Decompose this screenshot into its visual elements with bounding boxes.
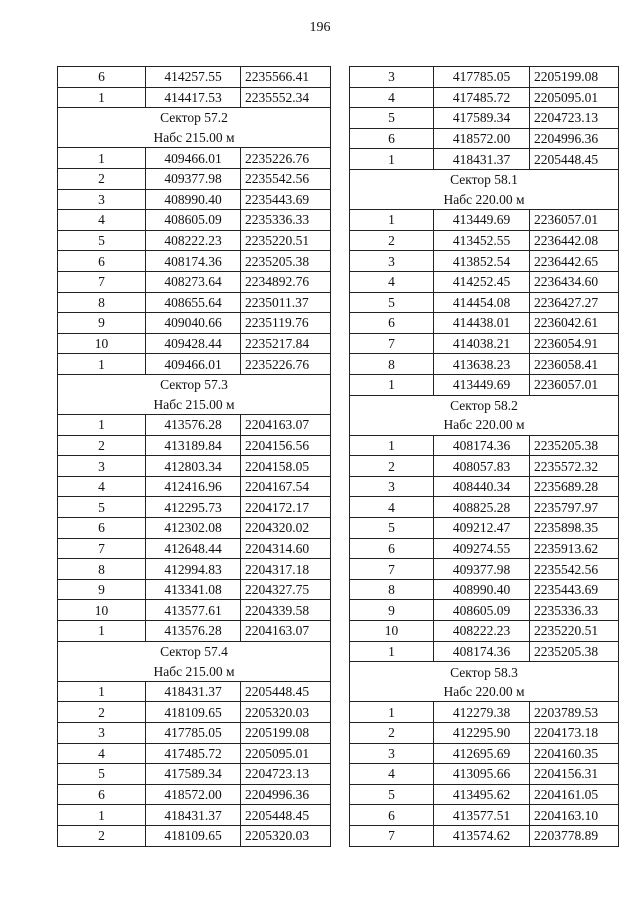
point-number: 5 (350, 108, 434, 129)
sector-title: Сектор 57.4 (58, 641, 331, 661)
point-number: 6 (58, 518, 146, 539)
table-row (58, 230, 331, 251)
table-row (58, 292, 331, 313)
y-coordinate: 2204996.36 (530, 128, 619, 149)
table-row (350, 723, 619, 744)
point-number: 2 (58, 702, 146, 723)
y-coordinate: 2236442.08 (530, 230, 619, 251)
table-row (58, 87, 331, 108)
table-row (58, 251, 331, 272)
table-row (350, 333, 619, 354)
x-coordinate: 412416.96 (146, 476, 241, 497)
x-coordinate: 413495.62 (434, 784, 530, 805)
point-number: 4 (350, 497, 434, 518)
x-coordinate: 418431.37 (434, 149, 530, 170)
point-number: 7 (350, 559, 434, 580)
y-coordinate: 2235336.33 (241, 210, 331, 231)
table-row (58, 354, 331, 375)
point-number: 1 (350, 149, 434, 170)
table-row (58, 148, 331, 169)
coordinates-table-right-body (350, 67, 619, 847)
x-coordinate: 418431.37 (146, 805, 241, 826)
y-coordinate: 2204317.18 (241, 559, 331, 580)
point-number: 8 (58, 292, 146, 313)
x-coordinate: 408990.40 (434, 579, 530, 600)
table-row (350, 538, 619, 559)
sector-title: Сектор 57.3 (58, 374, 331, 394)
sector-height: Набс 220.00 м (350, 682, 619, 702)
point-number: 2 (350, 230, 434, 251)
point-number: 5 (58, 230, 146, 251)
point-number: 5 (350, 292, 434, 313)
y-coordinate: 2235119.76 (241, 313, 331, 334)
point-number: 3 (350, 251, 434, 272)
y-coordinate: 2204163.10 (530, 805, 619, 826)
sector-title-row (58, 374, 331, 394)
y-coordinate: 2235443.69 (530, 579, 619, 600)
x-coordinate: 408273.64 (146, 271, 241, 292)
point-number: 10 (350, 621, 434, 642)
x-coordinate: 408174.36 (434, 641, 530, 662)
y-coordinate: 2205095.01 (530, 87, 619, 108)
point-number: 8 (350, 354, 434, 375)
y-coordinate: 2236058.41 (530, 354, 619, 375)
x-coordinate: 408222.23 (434, 621, 530, 642)
x-coordinate: 414438.01 (434, 313, 530, 334)
y-coordinate: 2234892.76 (241, 271, 331, 292)
x-coordinate: 413449.69 (434, 374, 530, 395)
point-number: 4 (350, 271, 434, 292)
y-coordinate: 2235797.97 (530, 497, 619, 518)
x-coordinate: 412648.44 (146, 538, 241, 559)
x-coordinate: 408174.36 (434, 435, 530, 456)
y-coordinate: 2204172.17 (241, 497, 331, 518)
x-coordinate: 408605.09 (146, 210, 241, 231)
sector-title: Сектор 57.2 (58, 108, 331, 128)
x-coordinate: 414417.53 (146, 87, 241, 108)
table-row (350, 128, 619, 149)
x-coordinate: 408222.23 (146, 230, 241, 251)
sector-height: Набс 215.00 м (58, 128, 331, 148)
point-number: 4 (58, 743, 146, 764)
table-row (350, 805, 619, 826)
point-number: 5 (58, 497, 146, 518)
table-row (58, 621, 331, 642)
sector-title-row (350, 662, 619, 682)
table-row (58, 825, 331, 846)
point-number: 7 (350, 333, 434, 354)
table-row (350, 313, 619, 334)
y-coordinate: 2235205.38 (241, 251, 331, 272)
sector-height: Набс 220.00 м (350, 190, 619, 210)
x-coordinate: 413577.61 (146, 600, 241, 621)
sector-title-row (58, 641, 331, 661)
sector-height-row (58, 395, 331, 415)
y-coordinate: 2205095.01 (241, 743, 331, 764)
x-coordinate: 412279.38 (434, 702, 530, 723)
y-coordinate: 2235336.33 (530, 600, 619, 621)
y-coordinate: 2235913.62 (530, 538, 619, 559)
point-number: 6 (350, 805, 434, 826)
table-row (58, 764, 331, 785)
x-coordinate: 409428.44 (146, 333, 241, 354)
table-row (58, 67, 331, 88)
table-row (350, 108, 619, 129)
table-row (350, 374, 619, 395)
y-coordinate: 2204167.54 (241, 476, 331, 497)
x-coordinate: 417785.05 (146, 723, 241, 744)
sector-height: Набс 215.00 м (58, 661, 331, 681)
point-number: 9 (58, 579, 146, 600)
sector-height-row (350, 682, 619, 702)
y-coordinate: 2235689.28 (530, 476, 619, 497)
y-coordinate: 2235220.51 (241, 230, 331, 251)
y-coordinate: 2204339.58 (241, 600, 331, 621)
point-number: 5 (350, 518, 434, 539)
sector-height-row (58, 661, 331, 681)
table-row (350, 476, 619, 497)
point-number: 1 (350, 210, 434, 231)
y-coordinate: 2203778.89 (530, 825, 619, 846)
table-row (350, 641, 619, 662)
y-coordinate: 2205448.45 (241, 805, 331, 826)
table-row (58, 456, 331, 477)
point-number: 3 (58, 189, 146, 210)
point-number: 4 (58, 476, 146, 497)
sector-title: Сектор 58.1 (350, 169, 619, 189)
x-coordinate: 412302.08 (146, 518, 241, 539)
point-number: 1 (58, 87, 146, 108)
y-coordinate: 2235205.38 (530, 641, 619, 662)
y-coordinate: 2204173.18 (530, 723, 619, 744)
point-number: 4 (350, 764, 434, 785)
y-coordinate: 2235217.84 (241, 333, 331, 354)
y-coordinate: 2205199.08 (241, 723, 331, 744)
point-number: 1 (58, 805, 146, 826)
table-row (350, 67, 619, 88)
x-coordinate: 413576.28 (146, 415, 241, 436)
point-number: 8 (58, 559, 146, 580)
coordinates-table-left (57, 66, 331, 847)
y-coordinate: 2204996.36 (241, 784, 331, 805)
table-row (350, 87, 619, 108)
coordinates-table-right (349, 66, 619, 847)
x-coordinate: 412695.69 (434, 743, 530, 764)
table-row (350, 702, 619, 723)
y-coordinate: 2235542.56 (241, 168, 331, 189)
x-coordinate: 418572.00 (146, 784, 241, 805)
x-coordinate: 413341.08 (146, 579, 241, 600)
point-number: 3 (350, 476, 434, 497)
table-row (58, 681, 331, 702)
x-coordinate: 408440.34 (434, 476, 530, 497)
table-row (350, 621, 619, 642)
y-coordinate: 2236057.01 (530, 374, 619, 395)
x-coordinate: 409274.55 (434, 538, 530, 559)
x-coordinate: 418109.65 (146, 825, 241, 846)
point-number: 9 (58, 313, 146, 334)
table-row (58, 333, 331, 354)
x-coordinate: 412994.83 (146, 559, 241, 580)
sector-title: Сектор 58.2 (350, 395, 619, 415)
y-coordinate: 2203789.53 (530, 702, 619, 723)
y-coordinate: 2205320.03 (241, 702, 331, 723)
y-coordinate: 2205320.03 (241, 825, 331, 846)
table-row (350, 251, 619, 272)
point-number: 6 (58, 784, 146, 805)
coordinates-table-left-body (58, 67, 331, 847)
table-row (58, 476, 331, 497)
y-coordinate: 2235552.34 (241, 87, 331, 108)
y-coordinate: 2236434.60 (530, 271, 619, 292)
y-coordinate: 2204320.02 (241, 518, 331, 539)
x-coordinate: 412295.73 (146, 497, 241, 518)
x-coordinate: 413095.66 (434, 764, 530, 785)
table-row (350, 784, 619, 805)
sector-title-row (350, 395, 619, 415)
y-coordinate: 2235443.69 (241, 189, 331, 210)
table-row (350, 435, 619, 456)
table-row (350, 559, 619, 580)
x-coordinate: 412295.90 (434, 723, 530, 744)
table-row (58, 415, 331, 436)
point-number: 5 (58, 764, 146, 785)
table-row (350, 292, 619, 313)
table-row (58, 702, 331, 723)
point-number: 7 (58, 538, 146, 559)
table-row (350, 497, 619, 518)
point-number: 10 (58, 333, 146, 354)
table-row (350, 456, 619, 477)
x-coordinate: 409212.47 (434, 518, 530, 539)
table-row (58, 210, 331, 231)
x-coordinate: 408655.64 (146, 292, 241, 313)
point-number: 2 (350, 723, 434, 744)
table-row (58, 189, 331, 210)
x-coordinate: 412803.34 (146, 456, 241, 477)
y-coordinate: 2204156.56 (241, 435, 331, 456)
x-coordinate: 418109.65 (146, 702, 241, 723)
point-number: 4 (58, 210, 146, 231)
y-coordinate: 2235572.32 (530, 456, 619, 477)
y-coordinate: 2236042.61 (530, 313, 619, 334)
y-coordinate: 2204163.07 (241, 415, 331, 436)
y-coordinate: 2204156.31 (530, 764, 619, 785)
y-coordinate: 2235542.56 (530, 559, 619, 580)
table-row (58, 600, 331, 621)
y-coordinate: 2236442.65 (530, 251, 619, 272)
point-number: 1 (58, 681, 146, 702)
point-number: 1 (58, 148, 146, 169)
table-row (58, 497, 331, 518)
point-number: 6 (350, 538, 434, 559)
sector-height: Набс 220.00 м (350, 415, 619, 435)
x-coordinate: 408057.83 (434, 456, 530, 477)
x-coordinate: 414038.21 (434, 333, 530, 354)
point-number: 1 (58, 621, 146, 642)
x-coordinate: 414257.55 (146, 67, 241, 88)
x-coordinate: 408825.28 (434, 497, 530, 518)
table-row (350, 518, 619, 539)
table-row (58, 579, 331, 600)
point-number: 1 (350, 641, 434, 662)
table-row (350, 579, 619, 600)
table-row (58, 743, 331, 764)
y-coordinate: 2235220.51 (530, 621, 619, 642)
point-number: 1 (350, 435, 434, 456)
point-number: 10 (58, 600, 146, 621)
x-coordinate: 413449.69 (434, 210, 530, 231)
point-number: 3 (58, 456, 146, 477)
x-coordinate: 414252.45 (434, 271, 530, 292)
sector-height-row (58, 128, 331, 148)
point-number: 8 (350, 579, 434, 600)
table-row (350, 600, 619, 621)
x-coordinate: 417589.34 (434, 108, 530, 129)
x-coordinate: 413852.54 (434, 251, 530, 272)
y-coordinate: 2236057.01 (530, 210, 619, 231)
table-row (58, 435, 331, 456)
x-coordinate: 417485.72 (146, 743, 241, 764)
x-coordinate: 408174.36 (146, 251, 241, 272)
y-coordinate: 2235566.41 (241, 67, 331, 88)
x-coordinate: 417485.72 (434, 87, 530, 108)
sector-height-row (350, 415, 619, 435)
point-number: 2 (350, 456, 434, 477)
point-number: 1 (58, 354, 146, 375)
table-row (350, 743, 619, 764)
table-row (58, 559, 331, 580)
y-coordinate: 2205448.45 (241, 681, 331, 702)
table-row (350, 210, 619, 231)
table-row (58, 538, 331, 559)
point-number: 6 (58, 67, 146, 88)
y-coordinate: 2204160.35 (530, 743, 619, 764)
sector-title-row (58, 108, 331, 128)
point-number: 6 (350, 128, 434, 149)
point-number: 2 (58, 435, 146, 456)
point-number: 7 (350, 825, 434, 846)
y-coordinate: 2235226.76 (241, 148, 331, 169)
x-coordinate: 409377.98 (434, 559, 530, 580)
x-coordinate: 413577.51 (434, 805, 530, 826)
table-row (58, 168, 331, 189)
table-row (350, 825, 619, 846)
point-number: 2 (58, 825, 146, 846)
x-coordinate: 413452.55 (434, 230, 530, 251)
x-coordinate: 413638.23 (434, 354, 530, 375)
y-coordinate: 2236427.27 (530, 292, 619, 313)
sector-height: Набс 215.00 м (58, 395, 331, 415)
y-coordinate: 2236054.91 (530, 333, 619, 354)
y-coordinate: 2204158.05 (241, 456, 331, 477)
x-coordinate: 414454.08 (434, 292, 530, 313)
point-number: 6 (350, 313, 434, 334)
table-row (350, 764, 619, 785)
x-coordinate: 409040.66 (146, 313, 241, 334)
table-row (58, 723, 331, 744)
point-number: 3 (350, 67, 434, 88)
x-coordinate: 409466.01 (146, 148, 241, 169)
x-coordinate: 408990.40 (146, 189, 241, 210)
x-coordinate: 409466.01 (146, 354, 241, 375)
y-coordinate: 2204723.13 (530, 108, 619, 129)
table-row (58, 784, 331, 805)
x-coordinate: 413576.28 (146, 621, 241, 642)
point-number: 3 (58, 723, 146, 744)
point-number: 4 (350, 87, 434, 108)
point-number: 7 (58, 271, 146, 292)
y-coordinate: 2204163.07 (241, 621, 331, 642)
sector-title: Сектор 58.3 (350, 662, 619, 682)
point-number: 2 (58, 168, 146, 189)
x-coordinate: 417589.34 (146, 764, 241, 785)
point-number: 1 (350, 702, 434, 723)
table-row (350, 230, 619, 251)
y-coordinate: 2205448.45 (530, 149, 619, 170)
x-coordinate: 413189.84 (146, 435, 241, 456)
x-coordinate: 409377.98 (146, 168, 241, 189)
sector-height-row (350, 190, 619, 210)
y-coordinate: 2205199.08 (530, 67, 619, 88)
point-number: 5 (350, 784, 434, 805)
y-coordinate: 2235898.35 (530, 518, 619, 539)
x-coordinate: 408605.09 (434, 600, 530, 621)
x-coordinate: 418572.00 (434, 128, 530, 149)
table-row (58, 313, 331, 334)
table-row (58, 271, 331, 292)
y-coordinate: 2235011.37 (241, 292, 331, 313)
table-row (350, 354, 619, 375)
page-number: 196 (309, 20, 331, 35)
table-row (58, 518, 331, 539)
sector-title-row (350, 169, 619, 189)
point-number: 3 (350, 743, 434, 764)
x-coordinate: 417785.05 (434, 67, 530, 88)
y-coordinate: 2204723.13 (241, 764, 331, 785)
point-number: 1 (350, 374, 434, 395)
table-row (58, 805, 331, 826)
x-coordinate: 418431.37 (146, 681, 241, 702)
y-coordinate: 2235205.38 (530, 435, 619, 456)
y-coordinate: 2204314.60 (241, 538, 331, 559)
table-row (350, 271, 619, 292)
point-number: 9 (350, 600, 434, 621)
y-coordinate: 2204161.05 (530, 784, 619, 805)
table-row (350, 149, 619, 170)
x-coordinate: 413574.62 (434, 825, 530, 846)
point-number: 6 (58, 251, 146, 272)
y-coordinate: 2204327.75 (241, 579, 331, 600)
y-coordinate: 2235226.76 (241, 354, 331, 375)
point-number: 1 (58, 415, 146, 436)
